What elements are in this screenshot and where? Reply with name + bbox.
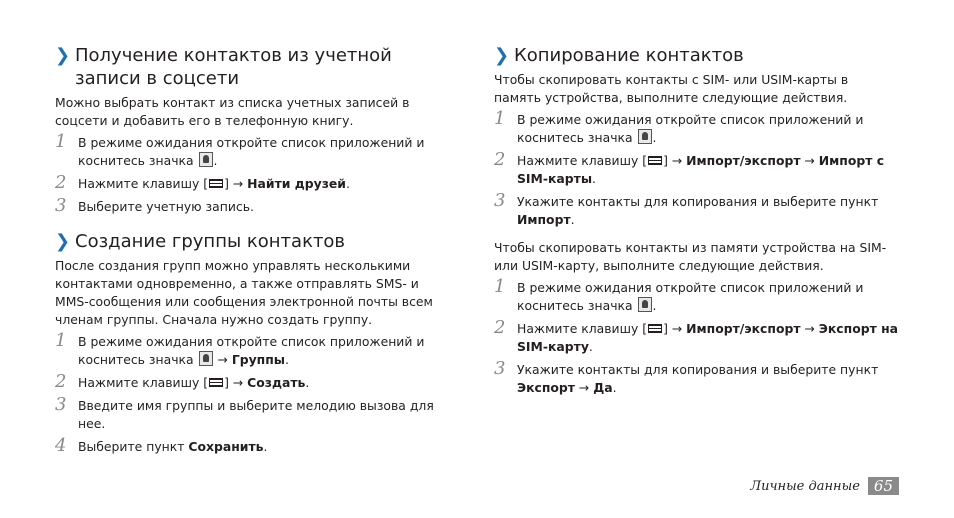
step-text: В режиме ожидания откройте список приложений и коснитесь значка [78,135,425,168]
section-heading [55,44,455,90]
step-action: Сохранить [188,439,264,454]
step-text: . [588,339,593,354]
section-heading [55,230,455,253]
step-action: Группы [231,352,285,367]
step-text: . [570,212,575,227]
step-action: Экспорт [517,380,575,395]
step-item [494,149,899,188]
step-item [55,131,455,170]
step-number: 3 [55,394,67,415]
menu-key-icon [648,156,662,165]
step-text: . [652,298,657,313]
section-title: Получение контактов из учетной записи в соцсети [75,45,392,89]
step-text: Нажмите клавишу [ [517,153,648,168]
step-number: 3 [494,190,506,211]
step-text: . [612,380,617,395]
chevron-right-icon: ❯ [55,45,71,66]
step-text: В режиме ожидания откройте список приложений и коснитесь значка [517,112,864,145]
menu-key-icon [209,378,223,387]
contacts-app-icon [199,351,213,366]
step-text: . [213,153,218,168]
section-intro: Чтобы скопировать контакты с SIM- или USIM-карты в память устройства, выполните следующие действия. [494,72,849,105]
step-list [494,276,899,397]
step-text: . [346,176,350,191]
section-social-contacts [55,44,455,216]
step-number: 2 [494,149,506,170]
page-number: 65 [868,477,899,495]
step-text: → [213,352,232,367]
step-action: Экспорт на SIM-карту [517,321,899,354]
step-text: . [652,130,657,145]
menu-key-icon [648,324,662,333]
step-number: 2 [494,317,506,338]
step-text: Нажмите клавишу [ [78,375,209,390]
step-number: 1 [55,330,67,351]
step-list [55,131,455,216]
step-text: В режиме ожидания откройте список приложений и коснитесь значка [78,334,425,367]
step-item [494,358,899,397]
step-text: → [800,153,819,168]
footer-section-label: Личные данные [750,478,860,494]
step-text: . [592,171,596,186]
step-action: Найти друзей [247,176,346,191]
step-item [494,108,899,147]
step-text: Введите имя группы и выберите мелодию вызова для нее. [78,398,434,431]
step-number: 4 [55,435,67,456]
step-item [55,394,455,433]
section-title: Создание группы контактов [75,231,346,252]
step-item [55,371,455,392]
step-text: ] → [224,176,248,191]
section-intro: Чтобы скопировать контакты из памяти устройства на SIM- или USIM-карту, выполните следующие действия. [494,240,887,273]
step-text: . [284,352,289,367]
step-number: 1 [494,276,506,297]
step-text: ] → [224,375,248,390]
chevron-right-icon: ❯ [494,45,510,66]
step-item [494,317,899,356]
step-list [494,108,899,229]
step-number: 2 [55,371,67,392]
step-text: Укажите контакты для копирования и выберите пункт [517,194,879,209]
step-list [55,330,455,456]
right-column [494,44,899,402]
section-contact-group [55,230,455,456]
step-action: Создать [247,375,306,390]
step-text: Укажите контакты для копирования и выберите пункт [517,362,879,377]
step-text: В режиме ожидания откройте список приложений и коснитесь значка [517,280,864,313]
step-number: 3 [55,195,67,216]
step-text: Нажмите клавишу [ [78,176,209,191]
step-text: Нажмите клавишу [ [517,321,648,336]
step-text: . [305,375,310,390]
chevron-right-icon: ❯ [55,231,71,252]
step-item [494,190,899,229]
step-text: ] → [663,153,687,168]
step-action: Импорт [517,212,571,227]
step-text: ] → [663,321,687,336]
step-item [494,276,899,315]
section-heading [494,44,899,67]
section-intro: После создания групп можно управлять несколькими контактами одновременно, а также отправлять SMS- и MMS-сообщения или сообщения электронной почты всем членам группы. Сначала нужно создать группу. [55,258,433,327]
step-action: Импорт/экспорт [686,321,801,336]
step-item [55,195,455,216]
step-number: 1 [55,131,67,152]
step-item [55,330,455,369]
section-title: Копирование контактов [514,45,744,66]
step-item [55,435,455,456]
step-action: Импорт/экспорт [686,153,801,168]
step-number: 1 [494,108,506,129]
contacts-app-icon [638,129,652,144]
step-text: Выберите пункт [78,439,189,454]
step-action: Да [593,380,613,395]
left-column [55,44,455,461]
contacts-app-icon [199,152,213,167]
step-text: → [574,380,594,395]
step-item [55,172,455,193]
section-intro: Можно выбрать контакт из списка учетных записей в соцсети и добавить его в телефонную книгу. [55,95,410,128]
section-copy-contacts [494,44,899,397]
step-text: Выберите учетную запись. [78,199,254,214]
step-action: Импорт с SIM-карты [517,153,885,186]
step-number: 3 [494,358,506,379]
step-number: 2 [55,172,67,193]
contacts-app-icon [638,297,652,312]
page-footer [750,477,899,495]
menu-key-icon [209,179,223,188]
step-text: → [800,321,819,336]
step-text: . [263,439,268,454]
